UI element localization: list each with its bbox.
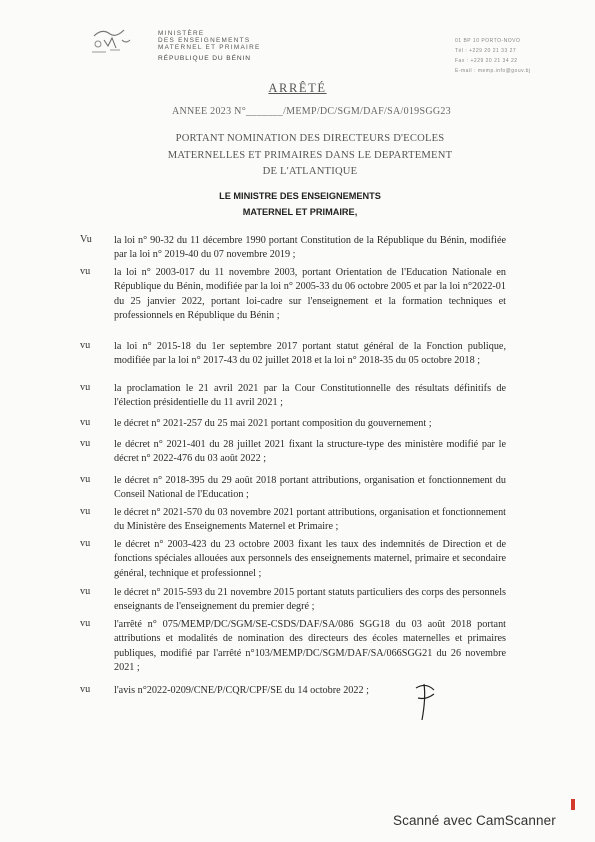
minister-heading [160, 189, 440, 220]
subject-line: MATERNELLES ET PRIMAIRES DANS LE DEPARTEMENT [167, 149, 453, 161]
considerant-text: l'avis n°2022-0209/CNE/P/CQR/CPF/SE du 14 octobre 2022 ; [114, 685, 369, 696]
initials-signature-icon [412, 680, 440, 724]
contact-block [455, 36, 531, 76]
considerant-label: vu [80, 382, 91, 393]
scanner-mark-icon [571, 799, 575, 810]
title-text: ARRÊTÉ [268, 81, 327, 95]
contact-line: Tél : +229 20 21 33 27 [455, 48, 517, 54]
considerant-text: la loi n° 2015-18 du 1er septembre 2017 portant statut général de la Fonction publique, modifiée par la loi n° 2017-43 du 02 juillet 2018 et la loi n° 2018-35 du 05 octobre 2018 ; [114, 341, 506, 367]
ministry-line: MATERNEL ET PRIMAIRE [158, 44, 261, 52]
ministry-line: DES ENSEIGNEMENTS [158, 37, 251, 45]
decree-subject [140, 131, 480, 181]
considerant-label: Vu [80, 234, 92, 245]
contact-line: Fax : +229 20 21 34 22 [455, 58, 518, 64]
subject-line: PORTANT NOMINATION DES DIRECTEURS D'ECOLES [175, 133, 445, 144]
ministry-logo-icon [88, 26, 136, 58]
considerant-text: le décret n° 2015-593 du 21 novembre 2015 portant statuts particuliers des corps des personnels enseignants de l'enseignement du premier degré ; [114, 587, 506, 613]
considerant-text: la loi n° 2003-017 du 11 novembre 2003, portant Orientation de l'Education Nationale en République du Bénin, modifiée par la loi n° 2005-33 du 06 octobre 2005 et par la loi n°2022-01 du 25 janvier 2022, portant loi-cadre sur l'enseignement et la formation techniques et professionnels en République du Bénin ; [114, 267, 506, 322]
considerant-text: le décret n° 2021-257 du 25 mai 2021 portant composition du gouvernement ; [114, 418, 432, 429]
considerant-label: vu [80, 266, 91, 277]
decree-number: ANNEE 2023 N°_______/MEMP/DC/SGM/DAF/SA/019SGG23 [172, 106, 451, 117]
considerant-text: le décret n° 2018-395 du 29 août 2018 portant attributions, organisation et fonctionnement du Conseil National de l'Education ; [114, 475, 506, 501]
subject-line: DE L'ATLANTIQUE [262, 166, 358, 177]
considerant-label: vu [80, 438, 91, 449]
scanner-watermark: Scanné avec CamScanner [393, 813, 556, 828]
considerant-text: le décret n° 2003-423 du 23 octobre 2003 fixant les taux des indemnités de Direction et de fonctions spéciales allouées aux personnels des enseignements maternel, primaire et secondaire général, technique et professionnel ; [114, 539, 506, 579]
considerant-text: la loi n° 90-32 du 11 décembre 1990 portant Constitution de la République du Bénin, modifiée par la loi n° 2019-40 du 07 novembre 2019 ; [114, 235, 506, 261]
considerant-label: vu [80, 586, 91, 597]
considerant-text: le décret n° 2021-401 du 28 juillet 2021 fixant la structure-type des ministère modifié par le décret n° 2022-476 du 03 août 2022 ; [114, 439, 506, 465]
considerant-label: vu [80, 506, 91, 517]
considerant-label: vu [80, 417, 91, 428]
considerant-text: le décret n° 2021-570 du 03 novembre 2021 portant attributions, organisation et fonctionnement du Ministère des Enseignements Maternel et Primaire ; [114, 507, 506, 533]
considerant-label: vu [80, 538, 91, 549]
considerant-label: vu [80, 618, 91, 629]
considerant-label: vu [80, 684, 91, 695]
considerant-text: l'arrêté n° 075/MEMP/DC/SGM/SE-CSDS/DAF/SA/086 SGG18 du 03 août 2018 portant attributions et modalités de nomination des directeurs des écoles maternelles et primaires publiques, modifié par l'arrêté n°103/MEMP/DC/SGM/DAF/SA/066SGG21 du 26 novembre 2021 ; [114, 619, 506, 674]
contact-line: 01 BP 10 PORTO-NOVO [455, 38, 521, 44]
republic-label: RÉPUBLIQUE DU BÉNIN [158, 54, 251, 62]
minister-line: MATERNEL ET PRIMAIRE, [242, 206, 358, 217]
considerant-text: la proclamation le 21 avril 2021 par la Cour Constitutionnelle des résultats définitifs de l'élection présidentielle du 11 avril 2021 ; [114, 383, 506, 409]
ministry-line: MINISTÈRE [158, 30, 205, 37]
considerant-label: vu [80, 340, 91, 351]
minister-line: LE MINISTRE DES ENSEIGNEMENTS [219, 191, 381, 201]
considerant-label: vu [80, 474, 91, 485]
document-title [0, 81, 595, 96]
contact-line: E-mail : memp.info@gouv.bj [455, 68, 531, 74]
ministry-block [158, 30, 261, 62]
